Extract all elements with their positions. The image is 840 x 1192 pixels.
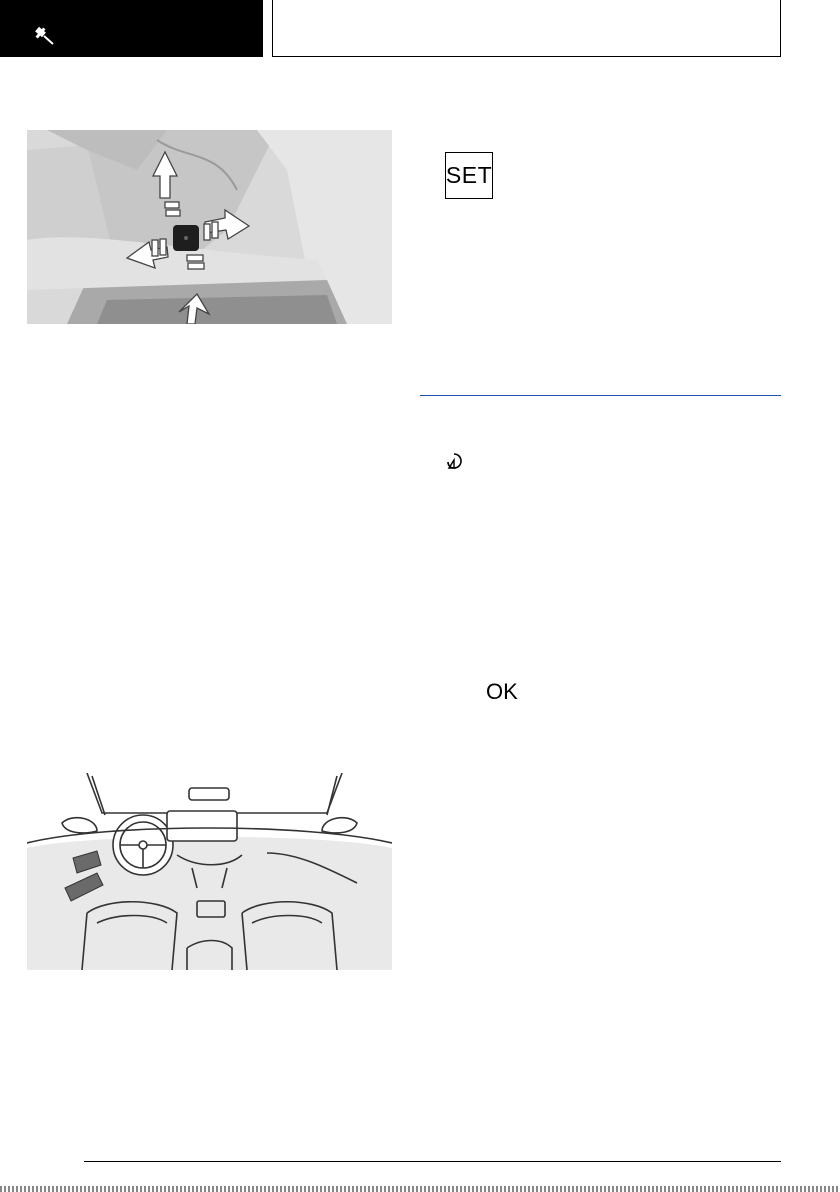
section-divider	[420, 395, 781, 396]
chapter-tab	[0, 0, 263, 57]
pin-icon	[34, 24, 56, 46]
footer-divider	[84, 1161, 781, 1162]
set-button[interactable]: SET	[445, 152, 493, 199]
vehicle-dashboard-illustration	[27, 773, 392, 970]
chapter-header-box	[272, 0, 781, 57]
ok-label: OK	[486, 679, 518, 704]
mirror-adjust-joystick-illustration	[27, 130, 392, 324]
page-bottom-edge	[0, 1186, 840, 1192]
mirror-adjust-icon	[445, 452, 463, 472]
